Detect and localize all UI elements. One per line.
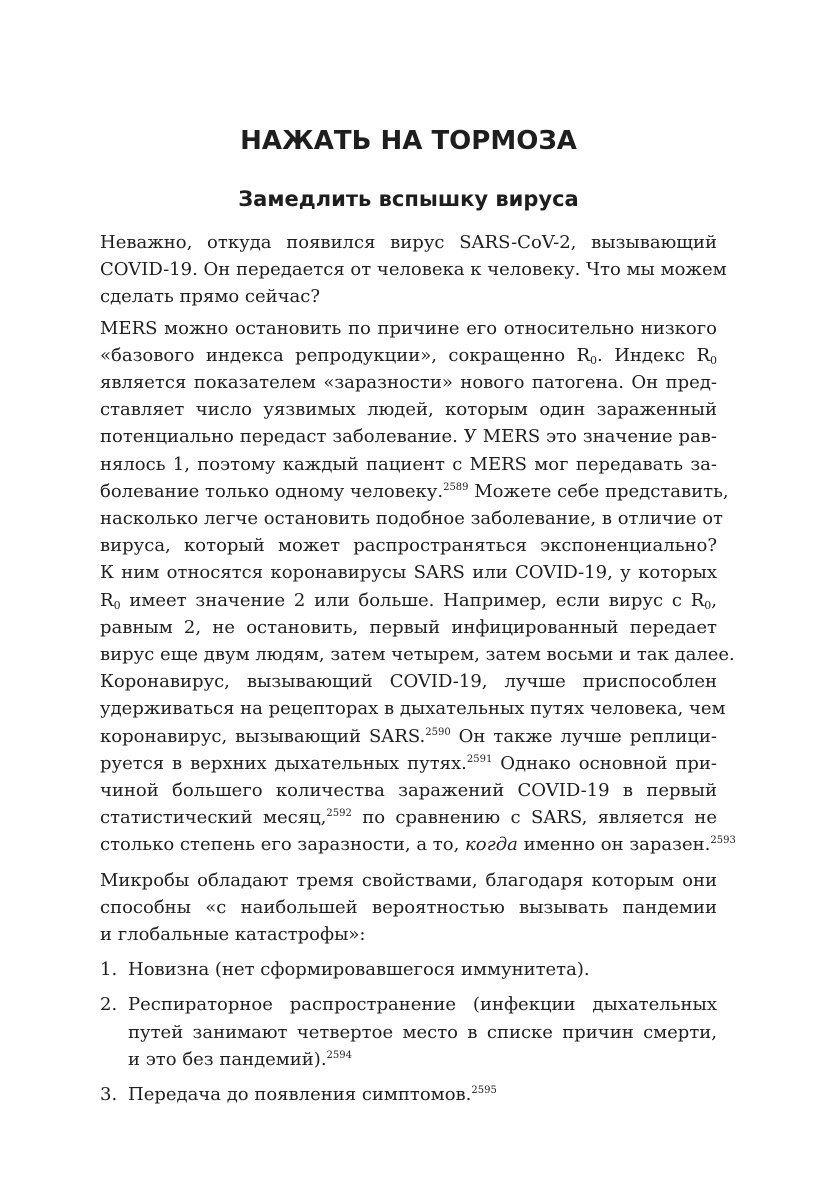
footnote-ref-2594[interactable]: 2594	[326, 1049, 352, 1061]
subscript-zero: 0	[590, 353, 598, 367]
paragraph-1: Неважно, откуда появился вирус SARS-CoV-2, вызывающий COVID-19. Он передается от человека к человеку. Что мы можем сделать прямо сейчас?	[100, 232, 727, 308]
section-title: Замедлить вспышку вируса	[238, 187, 579, 211]
body-text	[100, 229, 736, 1108]
list-item: 2. Респираторное распространение (инфекции дыхательных путей занимают четвертое место в списке причин смерти, и это без пандемий).$^{2594}$	[100, 991, 717, 1073]
chapter-title: НАЖАТЬ НА ТОРМОЗА	[240, 126, 577, 156]
properties-list	[100, 956, 717, 1108]
footnote-ref-2593[interactable]: 2593	[710, 835, 736, 847]
footnote-ref-2595[interactable]: 2595	[471, 1085, 497, 1097]
paragraph-3: Микробы обладают тремя свойствами, благодаря которым они способны «с наибольшей вероятностью вызывать пандемии и глобальные катастрофы»:	[100, 869, 717, 946]
subscript-zero: 0	[710, 353, 717, 367]
list-number: 3.	[100, 1084, 118, 1106]
paragraph-2: MERS можно остановить по причине его относительно низкого «базового индекса репродукции», сокращенно $R_0$. Индекс $R_0$ является показателем «заразности» нового патогена. Он пред- ставляет число уязвимых людей, которым один зараженный потенциально передаст заболевание. У MERS это значение рав- нялось 1, поэтому каждый пациент с MERS мог передавать за- болевание только одному человеку.$^{2589}$ Можете себе представить, насколько легче остановить подобное заболевание, в отличие от вируса, который может распространяться экспоненциально? К ним относятся коронавирусы SARS или COVID-19, у которых $R_0$ имеет значение 2 или больше. Например, если вирус с $R_0$, равным 2, не остановить, первый инфицированный передает вирус еще двум людям, затем четырем, затем восьми и так далее. Коронавирус, вызывающий COVID-19, лучше приспособлен удерживаться на рецепторах в дыхательных путях человека, чем коронавирус, вызывающий SARS.$^{2590}$ Он также лучше реплици- руется в верхних дыхательных путях.$^{2591}$ Однако основной при- чиной большего количества заражений COVID-19 в первый статистический месяц,$^{2592}$ по сравнению с SARS, является не столько степень его заразности, а то, когда именно он заразен.$^{2593}$	[100, 317, 736, 856]
list-item: 3. Передача до появления симптомов.$^{2595}$	[100, 1081, 717, 1108]
subscript-zero: 0	[113, 598, 121, 612]
footnote-ref-2589[interactable]: 2589	[443, 481, 469, 493]
list-number: 2.	[100, 994, 118, 1016]
footnote-ref-2592[interactable]: 2592	[326, 808, 352, 820]
list-item: 1. Новизна (нет сформировавшегося иммунитета).	[100, 956, 717, 983]
list-number: 1.	[100, 959, 118, 981]
footnote-ref-2591[interactable]: 2591	[466, 753, 493, 765]
footnote-ref-2590[interactable]: 2590	[425, 726, 451, 738]
emphasis: когда	[465, 834, 518, 856]
subscript-zero: 0	[704, 598, 712, 612]
